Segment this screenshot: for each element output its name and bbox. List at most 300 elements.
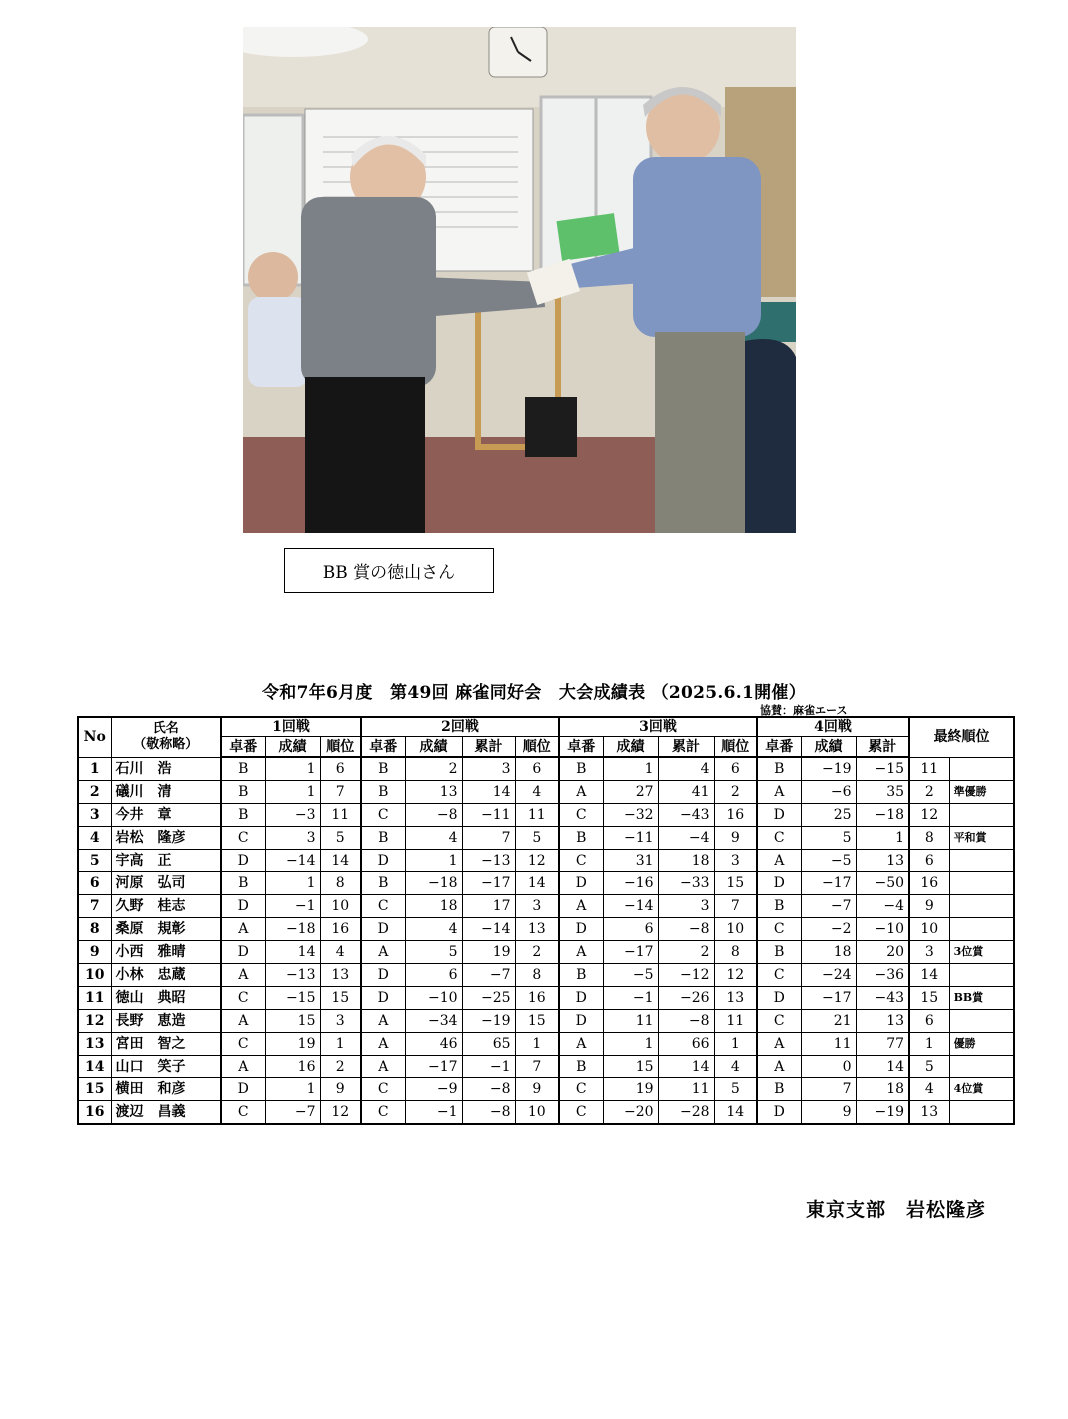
r2-table: A [361,1032,405,1055]
r2-score: 18 [405,895,462,918]
row-name: 岩松 隆彦 [111,826,221,849]
r4-table: D [757,1101,801,1124]
table-row [78,826,1014,849]
r2-rank: 13 [515,918,559,941]
r4-score: 18 [801,941,856,964]
r2-total: −25 [462,986,515,1009]
r2-rank: 5 [515,826,559,849]
r1-rank: 14 [320,849,361,872]
r4-score: 11 [801,1032,856,1055]
r1-rank: 11 [320,803,361,826]
r2-rank: 2 [515,941,559,964]
award-label: 準優勝 [949,780,1014,803]
r1-score: 1 [265,780,320,803]
award-label: BB賞 [949,986,1014,1009]
header-r2-score: 成績 [405,737,462,758]
award-label [949,918,1014,941]
r4-total: 14 [856,1055,909,1078]
final-rank: 2 [909,780,949,803]
r3-table: D [559,986,603,1009]
r1-rank: 10 [320,895,361,918]
r4-table: D [757,986,801,1009]
row-no: 2 [78,780,111,803]
r3-total: 41 [658,780,714,803]
header-name-sub: （敬称略） [133,737,199,753]
photo-caption [284,548,494,593]
results-table [77,716,1015,1125]
award-photo-illustration [243,27,796,533]
r1-rank: 16 [320,918,361,941]
r2-table: A [361,1055,405,1078]
r2-total: −11 [462,803,515,826]
r2-score: 13 [405,780,462,803]
r3-table: B [559,1055,603,1078]
r3-total: 66 [658,1032,714,1055]
r4-total: 13 [856,849,909,872]
r1-table: B [221,757,265,780]
r3-table: C [559,849,603,872]
r1-score: −14 [265,849,320,872]
row-no: 16 [78,1101,111,1124]
r3-score: −17 [603,941,658,964]
header-no: No [78,717,111,757]
r2-total: −8 [462,1101,515,1124]
r3-total: −4 [658,826,714,849]
header-name [111,717,221,757]
r4-total: −19 [856,1101,909,1124]
r2-table: B [361,757,405,780]
row-name: 横田 和彦 [111,1078,221,1101]
r4-score: 25 [801,803,856,826]
header-r1-score: 成績 [265,737,320,758]
header-round1: 1回戦 [221,717,361,737]
r1-rank: 5 [320,826,361,849]
r3-score: 15 [603,1055,658,1078]
row-no: 15 [78,1078,111,1101]
final-rank: 8 [909,826,949,849]
r1-rank: 4 [320,941,361,964]
r4-table: D [757,872,801,895]
r3-total: −26 [658,986,714,1009]
r4-total: −4 [856,895,909,918]
r3-rank: 3 [714,849,757,872]
r2-table: C [361,895,405,918]
r2-score: 5 [405,941,462,964]
table-row [78,941,1014,964]
r1-table: A [221,1055,265,1078]
r1-table: C [221,826,265,849]
r2-table: C [361,1078,405,1101]
r1-rank: 13 [320,964,361,987]
r3-rank: 2 [714,780,757,803]
row-no: 7 [78,895,111,918]
r3-rank: 14 [714,1101,757,1124]
row-no: 14 [78,1055,111,1078]
r2-total: −14 [462,918,515,941]
final-rank: 10 [909,918,949,941]
r1-table: D [221,895,265,918]
r2-total: 17 [462,895,515,918]
table-row [78,1101,1014,1124]
r1-rank: 9 [320,1078,361,1101]
table-row [78,895,1014,918]
r3-score: −14 [603,895,658,918]
r2-rank: 12 [515,849,559,872]
r3-rank: 9 [714,826,757,849]
table-row [78,780,1014,803]
award-label [949,757,1014,780]
r4-score: −7 [801,895,856,918]
r2-rank: 16 [515,986,559,1009]
r4-table: C [757,1009,801,1032]
row-name: 今井 章 [111,803,221,826]
r2-total: 3 [462,757,515,780]
r2-total: −17 [462,872,515,895]
row-no: 9 [78,941,111,964]
r2-table: A [361,941,405,964]
r2-table: B [361,872,405,895]
r3-table: A [559,895,603,918]
award-label: 4位賞 [949,1078,1014,1101]
author-signature: 東京支部 岩松隆彦 [806,1199,987,1221]
r4-table: B [757,1078,801,1101]
r1-score: −3 [265,803,320,826]
r3-score: 11 [603,1009,658,1032]
final-rank: 9 [909,895,949,918]
r3-rank: 6 [714,757,757,780]
r3-table: D [559,1009,603,1032]
r2-total: −7 [462,964,515,987]
table-row [78,986,1014,1009]
r2-total: −8 [462,1078,515,1101]
r3-score: −5 [603,964,658,987]
r3-rank: 5 [714,1078,757,1101]
r1-score: 15 [265,1009,320,1032]
r3-total: −8 [658,918,714,941]
r1-score: −7 [265,1101,320,1124]
award-label [949,872,1014,895]
r2-rank: 3 [515,895,559,918]
r4-score: 9 [801,1101,856,1124]
final-rank: 3 [909,941,949,964]
r3-table: B [559,826,603,849]
header-r3-rank: 順位 [714,737,757,758]
r4-total: 20 [856,941,909,964]
row-name: 久野 桂志 [111,895,221,918]
award-label [949,1009,1014,1032]
final-rank: 15 [909,986,949,1009]
r2-rank: 7 [515,1055,559,1078]
r1-rank: 8 [320,872,361,895]
r1-table: B [221,872,265,895]
r4-table: C [757,918,801,941]
r4-score: −24 [801,964,856,987]
r2-score: −9 [405,1078,462,1101]
r3-score: −1 [603,986,658,1009]
r2-table: A [361,1009,405,1032]
r3-rank: 8 [714,941,757,964]
r2-score: 4 [405,918,462,941]
r1-table: A [221,918,265,941]
r1-rank: 7 [320,780,361,803]
r1-table: C [221,1032,265,1055]
r2-rank: 8 [515,964,559,987]
r1-table: D [221,1078,265,1101]
award-label [949,849,1014,872]
row-name: 長野 恵造 [111,1009,221,1032]
row-name: 桑原 規彰 [111,918,221,941]
header-final: 最終順位 [909,717,1014,757]
r3-score: 19 [603,1078,658,1101]
header-name-label: 氏名 [152,721,179,737]
r3-score: −20 [603,1101,658,1124]
r3-rank: 11 [714,1009,757,1032]
r3-rank: 15 [714,872,757,895]
final-rank: 13 [909,1101,949,1124]
row-no: 4 [78,826,111,849]
r3-total: 11 [658,1078,714,1101]
final-rank: 12 [909,803,949,826]
r3-table: B [559,964,603,987]
header-r2-total: 累計 [462,737,515,758]
r1-score: −18 [265,918,320,941]
r3-rank: 10 [714,918,757,941]
r1-rank: 15 [320,986,361,1009]
r2-rank: 9 [515,1078,559,1101]
r3-total: 18 [658,849,714,872]
table-row [78,872,1014,895]
row-no: 6 [78,872,111,895]
award-label [949,1101,1014,1124]
r4-table: A [757,849,801,872]
table-row [78,1078,1014,1101]
header-r4-score: 成績 [801,737,856,758]
r3-total: −8 [658,1009,714,1032]
r3-table: C [559,803,603,826]
r2-table: D [361,918,405,941]
award-label [949,803,1014,826]
r2-score: −18 [405,872,462,895]
r4-score: 7 [801,1078,856,1101]
r4-table: D [757,803,801,826]
r3-table: C [559,1101,603,1124]
results-body [78,757,1014,1124]
photo-caption-text: BB 賞の徳山さん [322,563,456,583]
award-label [949,895,1014,918]
r4-table: A [757,1055,801,1078]
r4-score: 21 [801,1009,856,1032]
award-label: 優勝 [949,1032,1014,1055]
r4-table: B [757,757,801,780]
table-row [78,1055,1014,1078]
final-rank: 5 [909,1055,949,1078]
header-round4: 4回戦 [757,717,909,737]
r4-total: −15 [856,757,909,780]
r2-table: B [361,780,405,803]
row-no: 10 [78,964,111,987]
r1-rank: 12 [320,1101,361,1124]
r3-rank: 13 [714,986,757,1009]
r1-score: 1 [265,757,320,780]
row-name: 河原 弘司 [111,872,221,895]
r1-table: C [221,1101,265,1124]
row-no: 11 [78,986,111,1009]
r1-table: A [221,964,265,987]
r3-table: B [559,757,603,780]
r4-score: 5 [801,826,856,849]
header-r2-table: 卓番 [361,737,405,758]
r2-total: −13 [462,849,515,872]
row-no: 13 [78,1032,111,1055]
row-name: 山口 笑子 [111,1055,221,1078]
r3-total: −33 [658,872,714,895]
r4-total: 35 [856,780,909,803]
r2-score: 46 [405,1032,462,1055]
r4-score: −19 [801,757,856,780]
r4-table: B [757,895,801,918]
row-name: 石川 浩 [111,757,221,780]
table-row [78,849,1014,872]
row-name: 渡辺 昌義 [111,1101,221,1124]
r2-total: 19 [462,941,515,964]
r4-score: −2 [801,918,856,941]
r4-total: 13 [856,1009,909,1032]
r3-total: −28 [658,1101,714,1124]
r2-table: D [361,964,405,987]
r4-table: C [757,826,801,849]
r3-score: 31 [603,849,658,872]
r4-total: −10 [856,918,909,941]
final-rank: 14 [909,964,949,987]
r3-score: −16 [603,872,658,895]
r3-table: A [559,1032,603,1055]
r1-score: 16 [265,1055,320,1078]
r2-total: −1 [462,1055,515,1078]
header-r3-total: 累計 [658,737,714,758]
table-row [78,757,1014,780]
r2-rank: 6 [515,757,559,780]
header-r4-total: 累計 [856,737,909,758]
r2-score: −8 [405,803,462,826]
row-no: 3 [78,803,111,826]
r4-score: −17 [801,872,856,895]
row-name: 小西 雅晴 [111,941,221,964]
results-title: 令和7年6月度 第49回 麻雀同好会 大会成績表 （2025.6.1開催） [261,683,807,703]
row-name: 徳山 典昭 [111,986,221,1009]
row-no: 5 [78,849,111,872]
row-name: 宮田 智之 [111,1032,221,1055]
r2-score: 2 [405,757,462,780]
r3-table: A [559,941,603,964]
r2-score: −34 [405,1009,462,1032]
r3-score: 27 [603,780,658,803]
r4-total: −43 [856,986,909,1009]
r3-table: C [559,1078,603,1101]
header-r3-score: 成績 [603,737,658,758]
r2-score: −17 [405,1055,462,1078]
header-r1-table: 卓番 [221,737,265,758]
r2-rank: 1 [515,1032,559,1055]
r1-score: 1 [265,1078,320,1101]
r2-total: 14 [462,780,515,803]
r1-table: D [221,849,265,872]
r1-rank: 1 [320,1032,361,1055]
r1-rank: 3 [320,1009,361,1032]
r3-total: 14 [658,1055,714,1078]
row-name: 礒川 清 [111,780,221,803]
row-no: 12 [78,1009,111,1032]
r4-total: −36 [856,964,909,987]
r2-rank: 14 [515,872,559,895]
header-r1-rank: 順位 [320,737,361,758]
r3-rank: 1 [714,1032,757,1055]
final-rank: 6 [909,849,949,872]
r3-score: −11 [603,826,658,849]
r2-score: 1 [405,849,462,872]
final-rank: 11 [909,757,949,780]
final-rank: 16 [909,872,949,895]
r2-score: −1 [405,1101,462,1124]
r4-table: A [757,1032,801,1055]
r2-table: D [361,986,405,1009]
r3-score: 6 [603,918,658,941]
final-rank: 4 [909,1078,949,1101]
table-row [78,964,1014,987]
r1-score: 14 [265,941,320,964]
r4-table: A [757,780,801,803]
r4-table: C [757,964,801,987]
r1-table: C [221,986,265,1009]
row-no: 8 [78,918,111,941]
r3-table: A [559,780,603,803]
sponsor-note: 協賛：麻雀エース [760,704,848,717]
r1-score: −15 [265,986,320,1009]
r3-score: 1 [603,1032,658,1055]
r3-total: −12 [658,964,714,987]
r3-rank: 7 [714,895,757,918]
r1-score: −13 [265,964,320,987]
award-label: 3位賞 [949,941,1014,964]
r1-score: 19 [265,1032,320,1055]
r2-total: 7 [462,826,515,849]
r2-rank: 11 [515,803,559,826]
award-label [949,964,1014,987]
table-row [78,1032,1014,1055]
r2-table: B [361,826,405,849]
final-rank: 6 [909,1009,949,1032]
header-round2: 2回戦 [361,717,559,737]
r1-table: D [221,941,265,964]
r4-total: 18 [856,1078,909,1101]
r2-table: C [361,803,405,826]
r2-rank: 4 [515,780,559,803]
r2-score: −10 [405,986,462,1009]
r4-total: 77 [856,1032,909,1055]
r3-rank: 4 [714,1055,757,1078]
r3-total: −43 [658,803,714,826]
table-row [78,918,1014,941]
r2-table: C [361,1101,405,1124]
r4-score: −17 [801,986,856,1009]
r3-score: −32 [603,803,658,826]
r1-rank: 6 [320,757,361,780]
r4-table: B [757,941,801,964]
final-rank: 1 [909,1032,949,1055]
table-row [78,803,1014,826]
r1-score: 3 [265,826,320,849]
table-row [78,1009,1014,1032]
header-r4-table: 卓番 [757,737,801,758]
